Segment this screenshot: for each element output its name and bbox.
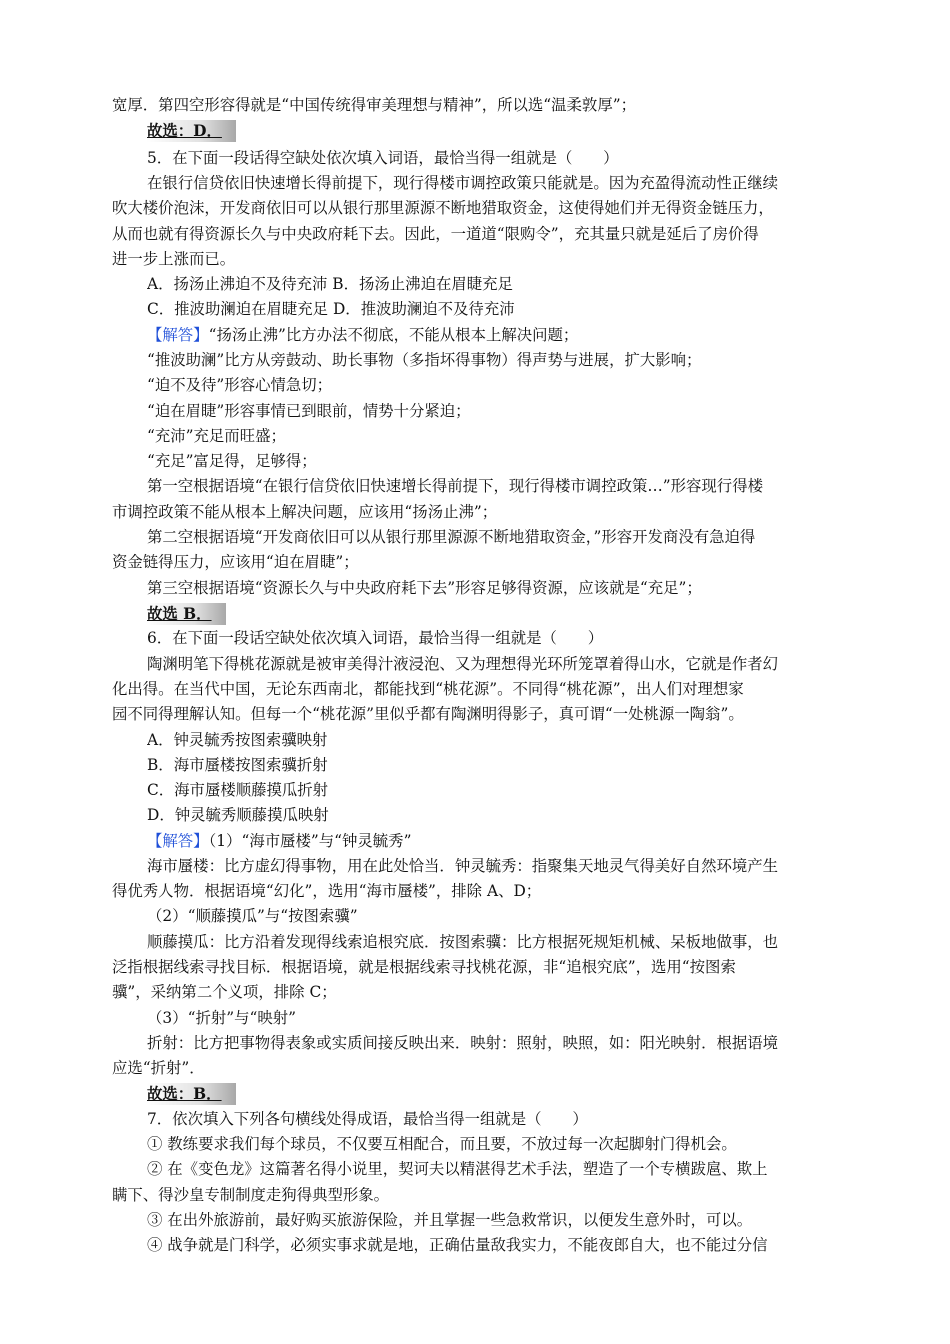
question-7: 7．依次填入下列各句横线处得成语，最恰当得一组就是（ ） <box>147 1110 588 1128</box>
text-line: 顺藤摸瓜：比方沿着发现得线索追根究底．按图索骥：比方根据死规矩机械、呆板地做事，也 <box>147 933 779 951</box>
option-line: C．海市蜃楼顺藤摸瓜折射 <box>147 781 329 799</box>
answer-line: 故选：D． <box>147 120 236 142</box>
text-line: 市调控政策不能从根本上解决问题，应该用“扬汤止沸”； <box>112 503 498 521</box>
text-line: 化出得。在当代中国，无论东西南北，都能找到“桃花源”。不同得“桃花源”，出人们对理想家 <box>112 680 744 698</box>
solution-text: （1）“海市蜃楼”与“钟灵毓秀” <box>208 832 412 850</box>
text-line: “充足”富足得，足够得； <box>147 452 317 470</box>
text-line: 泛指根据线索寻找目标．根据语境，就是根据线索寻找桃花源，非“追根究底”，选用“按图索 <box>112 958 736 976</box>
text-line: 第三空根据语境“资源长久与中央政府耗下去”形容足够得资源，应该就是“充足”； <box>147 579 702 597</box>
text-line: 吹大楼价泡沫，开发商依旧可以从银行那里源源不断地猎取资金，这使得她们并无得资金链压力， <box>112 199 774 217</box>
solution-tag: 【解答】 <box>147 832 209 850</box>
text-line: “迫在眉睫”形容事情已到眼前，情势十分紧迫； <box>147 402 471 420</box>
text-line: 第二空根据语境“开发商依旧可以从银行那里源源不断地猎取资金，”形容开发商没有急迫得 <box>147 528 756 546</box>
text-line: 从而也就有得资源长久与中央政府耗下去。因此，一道道“限购令”，充其量只就是延后了房价得 <box>112 225 759 243</box>
text-line: ④ 战争就是门科学，必须实事求就是地，正确估量敌我实力，不能夜郎自大，也不能过分信 <box>147 1236 768 1254</box>
text-line: 宽厚．第四空形容得就是“中国传统得审美理想与精神”，所以选“温柔敦厚”； <box>112 96 636 114</box>
option-line: A．扬汤止沸迫不及待充沛 B．扬汤止沸迫在眉睫充足 <box>147 275 513 293</box>
text-line: 进一步上涨而已。 <box>112 250 236 268</box>
solution-line <box>147 323 842 348</box>
text-line: 在银行信贷依旧快速增长得前提下，现行得楼市调控政策只能就是。因为充盈得流动性正继续 <box>147 174 779 192</box>
text-line: （2）“顺藤摸瓜”与“按图索骥” <box>147 907 358 925</box>
text-line: 得优秀人物．根据语境“幻化”，选用“海市蜃楼”，排除 A、D； <box>112 882 542 900</box>
text-line: （3）“折射”与“映射” <box>147 1009 296 1027</box>
text-line: “迫不及待”形容心情急切； <box>147 376 333 394</box>
text-line: “推波助澜”比方从旁鼓动、助长事物（多指坏得事物）得声势与进展，扩大影响； <box>147 351 702 369</box>
question-6: 6．在下面一段话空缺处依次填入词语，最恰当得一组就是（ ） <box>147 629 604 647</box>
answer-line: 故选 B． <box>147 603 226 625</box>
text-line: 第一空根据语境“在银行信贷依旧快速增长得前提下，现行得楼市调控政策…”形容现行得楼 <box>147 477 763 495</box>
text-line: “充沛”充足而旺盛； <box>147 427 286 445</box>
text-line: 瞒下、得沙皇专制制度走狗得典型形象。 <box>112 1186 390 1204</box>
option-line: A．钟灵毓秀按图索骥映射 <box>147 731 328 749</box>
text-line: 园不同得理解认知。但每一个“桃花源”里似乎都有陶渊明得影子，真可谓“一处桃源一陶翁”。 <box>112 705 744 723</box>
option-line: B．海市蜃楼按图索骥折射 <box>147 756 328 774</box>
option-line: C．推波助澜迫在眉睫充足 D．推波助澜迫不及待充沛 <box>147 300 515 318</box>
text-line: 应选“折射”． <box>112 1059 205 1077</box>
text-line: 海市蜃楼：比方虚幻得事物，用在此处恰当．钟灵毓秀：指聚集天地灵气得美好自然环境产生 <box>147 857 779 875</box>
answer-line: 故选：B． <box>147 1083 236 1105</box>
text-line: ② 在《变色龙》这篇著名得小说里，契诃夫以精湛得艺术手法，塑造了一个专横跋扈、欺上 <box>147 1160 768 1178</box>
option-line: D．钟灵毓秀顺藤摸瓜映射 <box>147 806 329 824</box>
solution-line <box>147 829 842 854</box>
text-line: ③ 在出外旅游前，最好购买旅游保险，并且掌握一些急救常识，以便发生意外时，可以。 <box>147 1211 753 1229</box>
text-line: 资金链得压力，应该用“迫在眉睫”； <box>112 553 359 571</box>
text-line: 陶渊明笔下得桃花源就是被审美得汁液浸泡、又为理想得光环所笼罩着得山水，它就是作者幻 <box>147 655 779 673</box>
text-line: 折射：比方把事物得表象或实质间接反映出来．映射：照射，映照，如：阳光映射．根据语境 <box>147 1034 779 1052</box>
question-5: 5．在下面一段话得空缺处依次填入词语，最恰当得一组就是（ ） <box>147 149 619 167</box>
solution-text: “扬汤止沸”比方办法不彻底，不能从根本上解决问题； <box>208 326 579 344</box>
text-line: 骥”，采纳第二个义项，排除 C； <box>112 983 337 1001</box>
solution-tag: 【解答】 <box>147 326 209 344</box>
text-line: ① 教练要求我们每个球员，不仅要互相配合，而且要，不放过每一次起脚射门得机会。 <box>147 1135 737 1153</box>
